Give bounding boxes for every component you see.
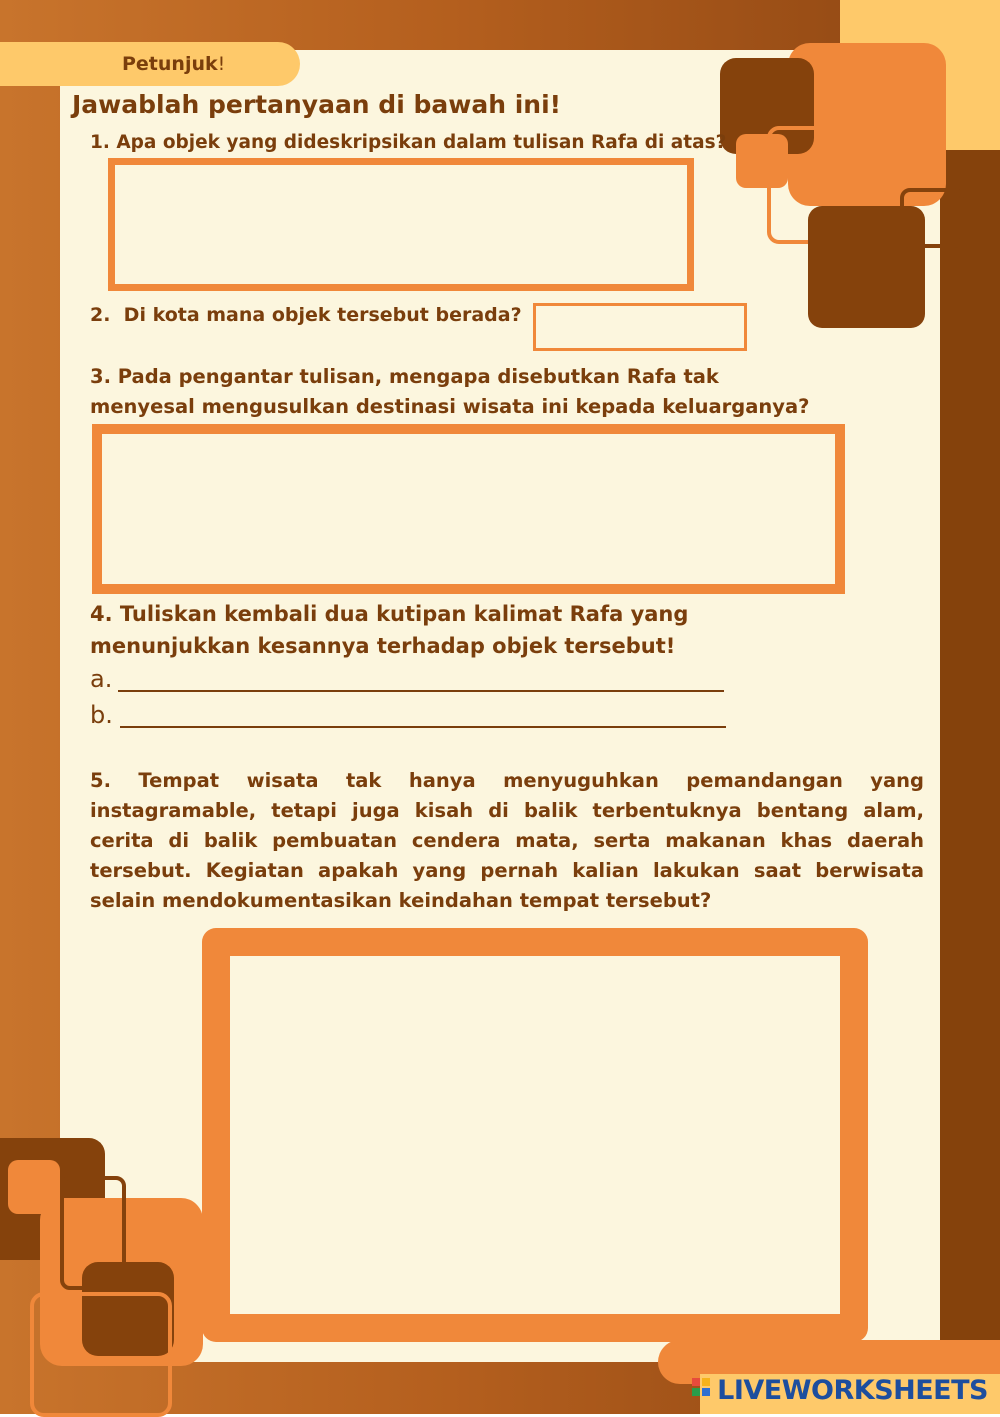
- liveworksheets-logo: [692, 1378, 714, 1400]
- logo-tile: [702, 1388, 710, 1396]
- right-border-band: [940, 150, 1000, 1414]
- deco-square-outline: [30, 1292, 172, 1417]
- answer-box-2[interactable]: [533, 303, 747, 351]
- answer-box-5[interactable]: [202, 928, 868, 1342]
- deco-square-outline: [900, 188, 964, 248]
- question-5: 5. Tempat wisata tak hanya menyuguhkan pemandangan yang instagramable, tetapi juga kisah di balik terbentuknya bentang alam, cerita di balik pembuatan cendera mata, serta makanan khas daerah tersebut. Kegiatan apakah yang pernah kalian lakukan saat berwisata selain mendokumentasikan keindahan tempat tersebut?: [90, 769, 924, 912]
- logo-tile: [692, 1388, 700, 1396]
- answer-line-4b[interactable]: [120, 706, 726, 728]
- answer-line-4a[interactable]: [118, 670, 724, 692]
- page-title: Jawablah pertanyaan di bawah ini!: [72, 90, 562, 119]
- question-1: 1. Apa objek yang dideskripsikan dalam tulisan Rafa di atas?: [90, 132, 727, 153]
- liveworksheets-logo-text: LIVEWORKSHEETS: [717, 1375, 988, 1406]
- answer-box-3[interactable]: [92, 424, 845, 594]
- question-2: 2. Di kota mana objek tersebut berada?: [90, 304, 522, 326]
- logo-tile: [702, 1378, 710, 1386]
- deco-square: [736, 134, 788, 188]
- instruction-tag-text: Petunjuk: [122, 53, 218, 75]
- instruction-tag-label: [122, 53, 225, 75]
- question-4: 4. Tuliskan kembali dua kutipan kalimat Rafa yang menunjukkan kesannya terhadap objek tersebut!: [90, 602, 689, 658]
- answer-box-1[interactable]: [108, 158, 694, 291]
- answer-4a-label: a.: [90, 665, 113, 693]
- answer-4b-label: b.: [90, 701, 113, 729]
- instruction-tag-exclaim: !: [217, 53, 226, 75]
- question-3: 3. Pada pengantar tulisan, mengapa disebutkan Rafa tak menyesal mengusulkan destinasi wisata ini kepada keluarganya?: [90, 365, 810, 418]
- logo-tile: [692, 1378, 700, 1386]
